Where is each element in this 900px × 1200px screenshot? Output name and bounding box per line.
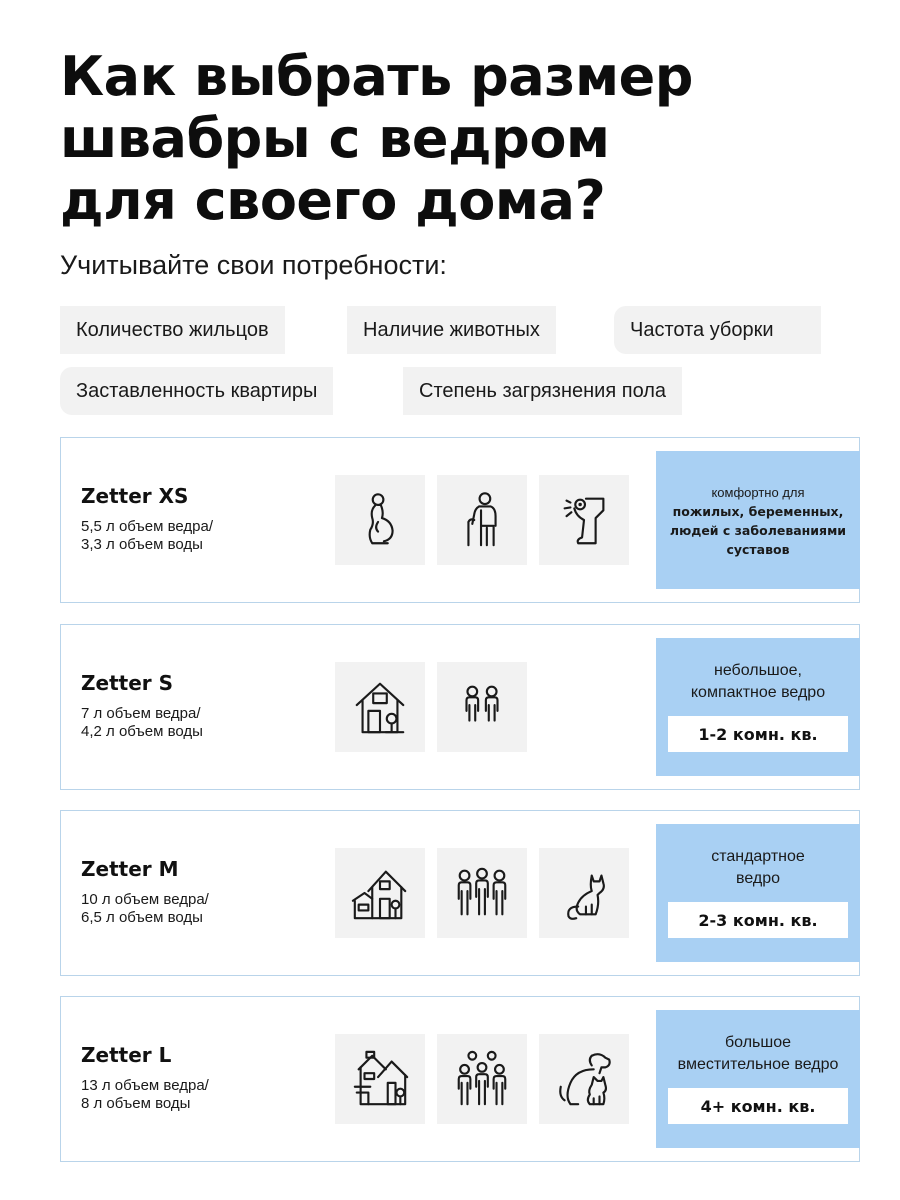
size-card-s — [60, 624, 860, 790]
page-title-line-3: для своего дома? — [60, 169, 606, 232]
model-name: Zetter L — [81, 1043, 172, 1067]
bucket-volume: 5,5 л объем ведра/ — [81, 518, 213, 535]
page-title — [60, 46, 880, 232]
size-l-recommendation — [656, 1010, 860, 1148]
factor-chip-residents: Количество жильцов — [60, 306, 285, 354]
recommendation-audience-1: пожилых, беременных, — [672, 504, 844, 519]
water-volume: 4,2 л объем воды — [81, 723, 203, 740]
elderly-person-icon — [437, 475, 527, 565]
model-name: Zetter XS — [81, 484, 189, 508]
factor-chip-pets: Наличие животных — [347, 306, 556, 354]
two-people-icon — [437, 662, 527, 752]
factor-chip-floor-dirt: Степень загрязнения пола — [403, 367, 682, 415]
bucket-volume: 10 л объем ведра/ — [81, 891, 209, 908]
water-volume: 3,3 л объем воды — [81, 536, 203, 553]
model-name: Zetter M — [81, 857, 179, 881]
joint-pain-icon — [539, 475, 629, 565]
size-s-recommendation — [656, 638, 860, 776]
size-card-m — [60, 810, 860, 976]
apartment-size-badge: 4+ комн. кв. — [668, 1088, 848, 1124]
water-volume: 8 л объем воды — [81, 1095, 191, 1112]
recommendation-line-1: большое — [724, 1034, 791, 1051]
bucket-volume: 7 л объем ведра/ — [81, 705, 201, 722]
recommendation-line-1: стандартное — [711, 848, 805, 865]
dog-and-cat-icon — [539, 1034, 629, 1124]
bucket-volume: 13 л объем ведра/ — [81, 1077, 209, 1094]
recommendation-line-2: ведро — [736, 870, 780, 887]
three-people-icon — [437, 848, 527, 938]
factor-chip-clutter: Заставленность квартиры — [60, 367, 333, 415]
size-card-l — [60, 996, 860, 1162]
apartment-size-badge: 1-2 комн. кв. — [668, 716, 848, 752]
recommendation-audience-2: людей с заболеваниями — [669, 523, 847, 538]
subtitle: Учитывайте свои потребности: — [60, 250, 447, 280]
size-xs-recommendation — [656, 451, 860, 589]
size-card-xs — [60, 437, 860, 603]
page-title-line-2: швабры с ведром — [60, 107, 610, 170]
large-house-icon — [335, 1034, 425, 1124]
page-title-line-1: Как выбрать размер — [60, 45, 693, 108]
size-m-recommendation — [656, 824, 860, 962]
medium-house-icon — [335, 848, 425, 938]
pregnant-woman-icon — [335, 475, 425, 565]
recommendation-line-2: компактное ведро — [690, 684, 826, 701]
apartment-size-badge: 2-3 комн. кв. — [668, 902, 848, 938]
cat-icon — [539, 848, 629, 938]
family-group-icon — [437, 1034, 527, 1124]
water-volume: 6,5 л объем воды — [81, 909, 203, 926]
recommendation-text: комфортно для — [711, 485, 805, 500]
model-name: Zetter S — [81, 671, 173, 695]
recommendation-audience-3: суставов — [726, 542, 790, 557]
recommendation-line-1: небольшое, — [713, 662, 802, 679]
recommendation-line-2: вместительное ведро — [677, 1056, 839, 1073]
factor-chip-cleaning-frequency: Частота уборки — [614, 306, 821, 354]
small-house-icon — [335, 662, 425, 752]
